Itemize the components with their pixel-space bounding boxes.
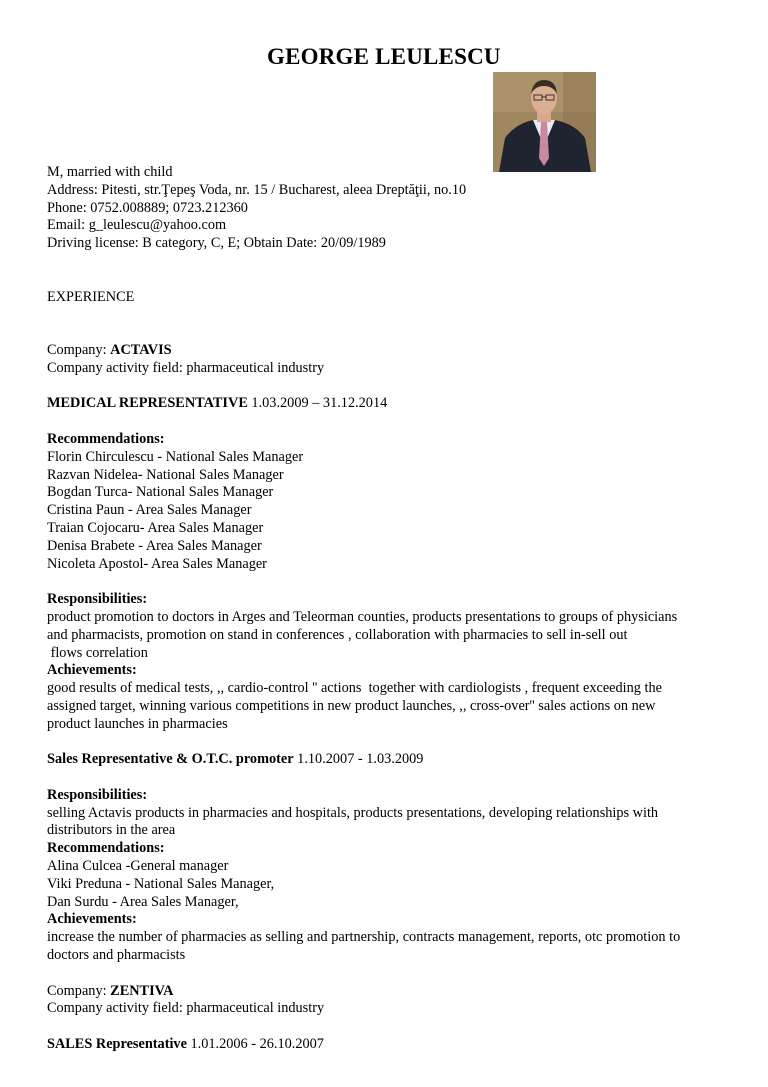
recommendation-item: Florin Chirculescu - National Sales Manager bbox=[47, 448, 304, 465]
achievements-text: increase the number of pharmacies as selling and partnership, contracts management, reports, otc promotion to bbox=[47, 929, 681, 946]
recommendation-item: Dan Surdu - Area Sales Manager, bbox=[47, 893, 239, 910]
recommendation-item: Alina Culcea -General manager bbox=[47, 858, 229, 875]
recommendation-item: Cristina Paun - Area Sales Manager bbox=[47, 502, 252, 519]
personal-email: Email: g_leulescu@yahoo.com bbox=[47, 217, 227, 234]
achievements-heading: Achievements: bbox=[47, 662, 137, 679]
achievements-text: assigned target, winning various competitions in new product launches, ,, cross-over'' sales actions on new bbox=[47, 697, 656, 714]
responsibilities-text: selling Actavis products in pharmacies and hospitals, products presentations, developing relationships with bbox=[47, 804, 659, 821]
recommendations-heading: Recommendations: bbox=[47, 840, 165, 857]
achievements-heading: Achievements: bbox=[47, 911, 137, 928]
responsibilities-text: and pharmacists, promotion on stand in conferences , collaboration with pharmacies to sell in-sell out bbox=[47, 626, 628, 643]
personal-status: M, married with child bbox=[47, 164, 173, 180]
recommendation-item: Denisa Brabete - Area Sales Manager bbox=[47, 537, 262, 554]
company-line bbox=[47, 983, 747, 1001]
recommendation-item: Bogdan Turca- National Sales Manager bbox=[47, 484, 274, 501]
role-title: Sales Representative & O.T.C. promoter bbox=[47, 751, 294, 768]
personal-address: Address: Pitesti, str.Ţepeş Voda, nr. 15 / Bucharest, aleea Dreptăţii, no.10 bbox=[47, 181, 467, 198]
personal-driving-license: Driving license: B category, C, E; Obtain Date: 20/09/1989 bbox=[47, 235, 386, 252]
role-line bbox=[47, 1036, 747, 1054]
responsibilities-text: product promotion to doctors in Arges and Teleorman counties, products presentations to groups of physicians bbox=[47, 608, 678, 625]
person-photo-icon bbox=[493, 72, 596, 172]
responsibilities-text: distributors in the area bbox=[47, 822, 176, 839]
company-activity: Company activity field: pharmaceutical industry bbox=[47, 359, 325, 376]
recommendation-item: Razvan Nidelea- National Sales Manager bbox=[47, 466, 284, 483]
achievements-text: good results of medical tests, ,, cardio-control '' actions together with cardiologists , frequent exceeding the bbox=[47, 680, 662, 697]
profile-photo bbox=[493, 72, 596, 172]
company-activity: Company activity field: pharmaceutical industry bbox=[47, 1000, 325, 1017]
responsibilities-heading: Responsibilities: bbox=[47, 591, 148, 608]
achievements-text: doctors and pharmacists bbox=[47, 947, 186, 964]
company-name: ZENTIVA bbox=[110, 982, 174, 999]
responsibilities-heading: Responsibilities: bbox=[47, 786, 148, 803]
role-period: 1.10.2007 - 1.03.2009 bbox=[293, 751, 424, 768]
role-line bbox=[47, 751, 747, 769]
role-title: MEDICAL REPRESENTATIVE bbox=[47, 395, 248, 412]
recommendation-item: Viki Preduna - National Sales Manager, bbox=[47, 875, 275, 892]
recommendation-item: Traian Cojocaru- Area Sales Manager bbox=[47, 519, 264, 536]
company-label: Company: bbox=[47, 341, 111, 358]
role-period: 1.03.2009 – 31.12.2014 bbox=[247, 395, 388, 412]
candidate-name: GEORGE LEULESCU bbox=[267, 44, 501, 69]
personal-phone: Phone: 0752.008889; 0723.212360 bbox=[47, 199, 248, 216]
recommendations-heading: Recommendations: bbox=[47, 430, 165, 447]
company-label: Company: bbox=[47, 982, 111, 999]
recommendation-item: Nicoleta Apostol- Area Sales Manager bbox=[47, 555, 267, 572]
company-name: ACTAVIS bbox=[110, 341, 172, 358]
experience-heading: EXPERIENCE bbox=[47, 288, 135, 305]
responsibilities-text: flows correlation bbox=[47, 644, 148, 661]
role-title: SALES Representative bbox=[47, 1036, 187, 1053]
achievements-text: product launches in pharmacies bbox=[47, 715, 228, 732]
company-line bbox=[47, 342, 747, 360]
role-period: 1.01.2006 - 26.10.2007 bbox=[186, 1036, 324, 1053]
role-line bbox=[47, 395, 747, 413]
resume-body bbox=[47, 164, 747, 1054]
